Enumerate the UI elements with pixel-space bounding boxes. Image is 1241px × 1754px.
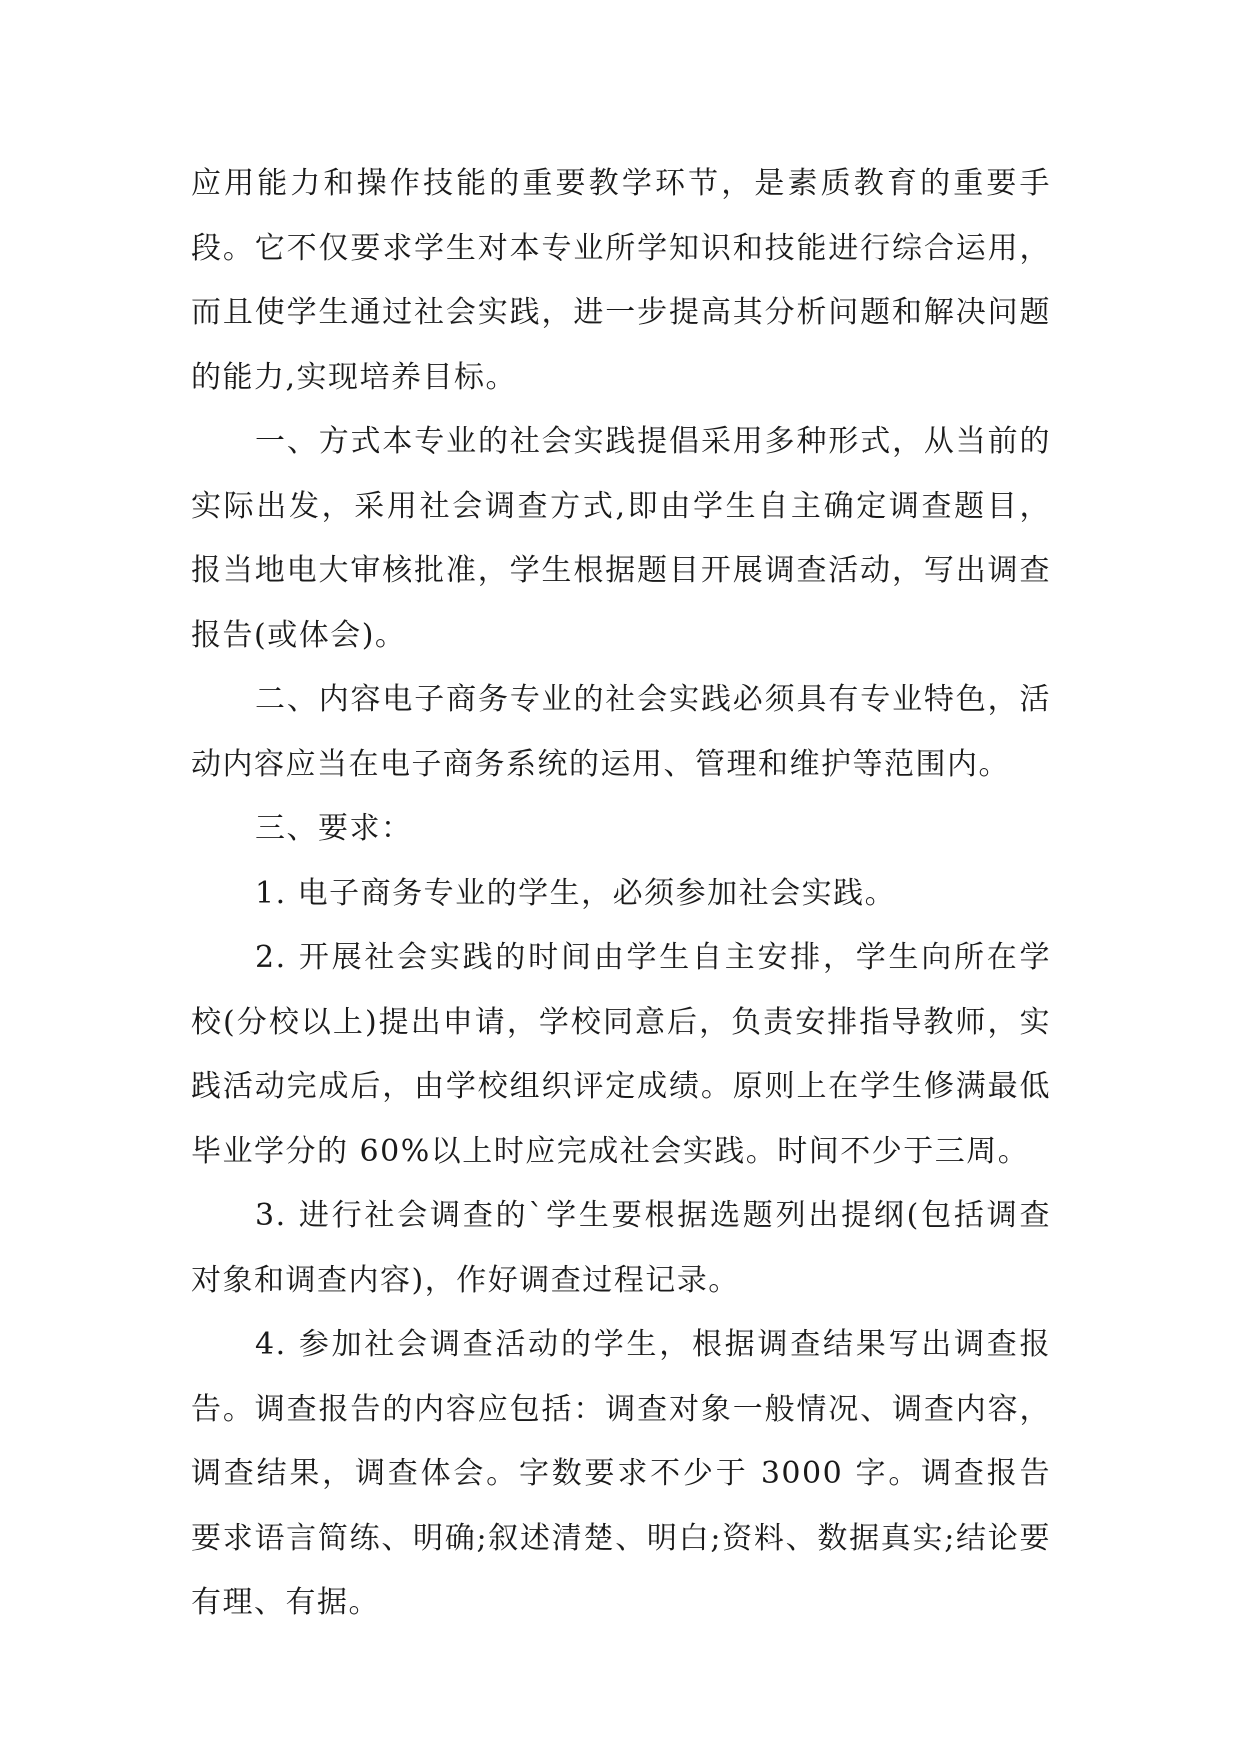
paragraph-intro-continuation: 应用能力和操作技能的重要教学环节，是素质教育的重要手段。它不仅要求学生对本专业所学知识和技能进行综合运用，而且使学生通过社会实践，进一步提高其分析问题和解决问题的能力,实现培养目标。 xyxy=(191,166,1051,395)
paragraph-section-requirements-heading: 三、要求： xyxy=(255,811,413,846)
paragraph-requirement-2: 2. 开展社会实践的时间由学生自主安排，学生向所在学校(分校以上)提出申请，学校同意后，负责安排指导教师，实践活动完成后，由学校组织评定成绩。原则上在学生修满最低毕业学分的 60%以上时应完成社会实践。时间不少于三周。 xyxy=(191,940,1051,1169)
paragraph-requirement-3: 3. 进行社会调查的`学生要根据选题列出提纲(包括调查对象和调查内容)，作好调查过程记录。 xyxy=(191,1198,1051,1298)
paragraph-section-content: 二、内容电子商务专业的社会实践必须具有专业特色，活动内容应当在电子商务系统的运用、管理和维护等范围内。 xyxy=(191,682,1051,782)
paragraph-requirement-1: 1. 电子商务专业的学生，必须参加社会实践。 xyxy=(255,875,897,911)
paragraph-requirement-4: 4. 参加社会调查活动的学生，根据调查结果写出调查报告。调查报告的内容应包括：调查对象一般情况、调查内容，调查结果，调查体会。字数要求不少于 3000 字。调查报告要求语言简练、明确;叙述清楚、明白;资料、数据真实;结论要有理、有据。 xyxy=(191,1327,1051,1620)
paragraph-section-method: 一、方式本专业的社会实践提倡采用多种形式，从当前的实际出发，采用社会调查方式,即由学生自主确定调查题目，报当地电大审核批准，学生根据题目开展调查活动，写出调查报告(或体会)。 xyxy=(191,424,1051,653)
document-body xyxy=(191,152,1051,1636)
